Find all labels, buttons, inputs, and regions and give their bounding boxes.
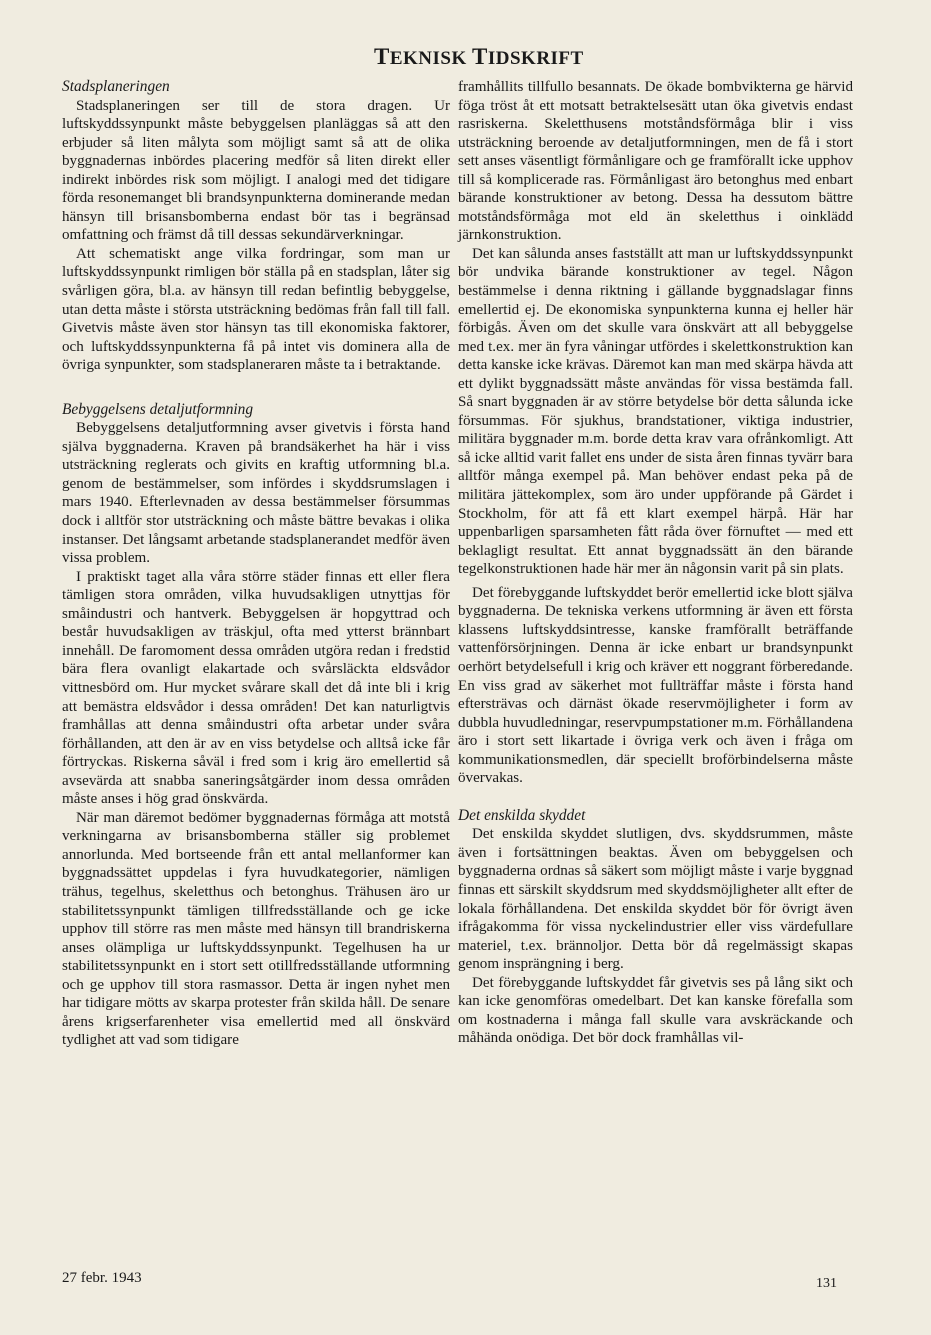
journal-header: TEKNISK TIDSKRIFT [374, 44, 584, 69]
paragraph: Det kan sålunda anses fastställt att man ur luftskyddssynpunkt bör undvika bärande konstruktioner av tegel. Någon bestämmelse i denna riktning i gällande byggnadslagar finns emellertid ej. De ekonomiska synpunkterna kunna ej heller här förbigås. Även om det skulle vara önskvärt att all bebyggelse med t.ex. mer än fyra våningar utfördes i skelettkonstruktion kan detta kanske icke krävas. Däremot kan man med skärpa hävda att ett dylikt byggnadssätt måste användas för vissa bestämda fall. Så snart byggnaden är av större betydelse bör detta sålunda icke försummas. För sjukhus, brandstationer, viktiga industrier, militära byggnader m.m. borde detta krav vara ofrånkomligt. Att så icke alltid varit fallet ens under de sista åren finnas tyvärr bara alltför många exempel på. Man behöver endast peka på de militära jättekomplex, som äro under uppförande på Gärdet i Stockholm, för att få ett klart exempel härpå. Här har uppenbarligen sparsamheten fått råda över förnuftet — med ett beklagligt resultat. Ett annat byggnadssätt än den bärande tegelkonstruktionen hade här mer än någonsin varit på sin plats. [458, 245, 853, 578]
paragraph: Det förebyggande luftskyddet får givetvis ses på lång sikt och kan icke genomföras omedelbart. Det kan kanske förefalla som om kostnaderna i många fall skulle vara avskräckande och måhända onödiga. Det bör dock framhållas vil- [458, 974, 853, 1047]
section-heading-detaljutformning: Bebyggelsens detaljutformning [62, 400, 254, 418]
paragraph: Det förebyggande luftskyddet berör emellertid icke blott själva byggnaderna. De tekniska verkens utformning är även ett första klassens luftskyddsintresse, kanske framförallt beträffande vattenförsörjningen. Denna är icke enbart ur brandsynpunkt oerhört betydelsefull i krig och kräver ett noggrant förberedande. En viss grad av säkerhet mot fullträffar måste i första hand eftersträvas och därnäst ökade reservmöjligheter i form av dubbla huvudledningar, reservpumpstationer m.m. Förhållandena äro i stort sett likartade i övriga verk och även i fråga om kommunikationsmedlen, där speciellt broförbindelserna måste övervakas. [458, 584, 853, 787]
paragraph: När man däremot bedömer byggnadernas förmåga att motstå verkningarna av brisansbomberna ställer sig problemet annorlunda. Med bortseende från ett antal mellanformer kan byggnadssättet uppdelas i fyra huvudkategorier, nämligen trähus, tegelhus, skeletthus och betonghus. Trähusen äro ur stabilitetssynpunkt tämligen tillfredsställande och ge icke upphov till större ras men måste med hänsyn till brandriskerna anses olämpliga ur luftskyddssynpunkt. Tegelhusen ha ur stabilitetssynpunkt en i stort sett otillfredsställande utformning och ge upphov till stora rasmassor. Detta är ingen nyhet men har tidigare mötts av skarpa protester från skilda håll. De senare årens krigserfarenheter visa emellertid med all önskvärd tydlighet att vad som tidigare [62, 809, 450, 1049]
paragraph: I praktiskt taget alla våra större städer finnas ett eller flera tämligen stora områden, vilka huvudsakligen utnyttjas för småindustri och hantverk. Bebyggelsen är hopgyttrad och består huvudsakligen av träskjul, ofta med ytterst brännbart innehåll. De faromoment dessa områden utgöra redan i fredstid bära flera ovanligt elakartade och svårsläckta eldsvådor vittnesbörd om. Hur mycket svårare skall det då inte bli i krig att bemästra eldsvådor i dessa områden! Det kan naturligtvis framhållas att denna småindustri ofta arbetar under svåra förhållanden, att den är av en viss betydelse och alltså icke får förtryckas. Riskerna såväl i fred som i krig äro emellertid så avsevärda att snabba saneringsåtgärder inom dessa områden måste anses i hög grad önskvärda. [62, 568, 450, 808]
right-column [458, 78, 853, 1048]
paragraph: Bebyggelsens detaljutformning avser givetvis i första hand själva byggnaderna. Kraven på brandsäkerhet ha här i viss utsträckning reglerats och givits en kraftig utformning bl.a. genom de bestämmelser, som infördes i skyddsrumslagen i mars 1940. Efterlevnaden av dessa bestämmelser försummas dock i alltför stor utsträckning och måste bättre bevakas i olika instanser. Det långsamt arbetande stadsplanerandet medför även vissa problem. [62, 420, 450, 567]
paragraph: Stadsplaneringen ser till de stora dragen. Ur luftskyddssynpunkt måste bebyggelsen planläggas så att den erbjuder så liten målyta som möjligt samt så att de olika byggnadernas inbördes placering medför så liten direkt eller indirekt inbördes risk som möjligt. I analogi med det tidigare förda resonemanget bli brandsynpunkterna dominerande medan hänsyn till brisansbomberna endast bör tas i begränsad omfattning och främst då till dessas sekundärverkningar. [62, 97, 450, 244]
paragraph: Att schematiskt ange vilka fordringar, som man ur luftskyddssynpunkt rimligen bör ställa på en stadsplan, låter sig svårligen göra, bl.a. av hänsyn till redan befintlig bebyggelse, utan detta måste i största utsträckning bedömas från fall till fall. Givetvis måste även stor hänsyn tas till ekonomiska faktorer, och luftskyddssynpunkterna få på intet vis dominera alla de övriga synpunkter, som stadsplaneraren måste ta i betraktande. [62, 245, 450, 374]
paragraph: Det enskilda skyddet slutligen, dvs. skyddsrummen, måste även i fortsättningen beaktas. Även om bebyggelsen och byggnaderna ordnas så säkert som möjligt måste i varje byggnad finnas ett särskilt skyddsrum med skyddsmöjligheter allt efter de lokala förhållandena. Det enskilda skyddet bör för övrigt även ifrågakomma för vissa nyckelindustrier eller viss värdefullare materiel, t.ex. brännoljor. Detta bör då regelmässigt skapas genom insprängning i berg. [458, 826, 853, 973]
section-heading-stadsplaneringen: Stadsplaneringen [62, 78, 170, 95]
page-number: 131 [816, 1276, 837, 1291]
section-heading-enskilda-skyddet: Det enskilda skyddet [458, 806, 586, 824]
paragraph: framhållits tillfullo besannats. De ökade bombvikterna ge härvid föga tröst åt ett motsatt betraktelsesätt utan öka givetvis endast rasriskerna. Skeletthusens motståndsförmåga blir i viss utsträckning beroende av detaljutformningen, men de få i stort sett anses väsentligt förmånligare och ge framförallt icke upphov till så komplicerade ras. Förmånligast äro betonghus med enbart bärande konstruktioner av betong. Dessa ha dessutom bättre motståndsförmåga mot eld än skeletthus i oinklädd järnkonstruktion. [458, 79, 853, 244]
left-column [62, 78, 450, 1050]
issue-date: 27 febr. 1943 [62, 1270, 142, 1286]
